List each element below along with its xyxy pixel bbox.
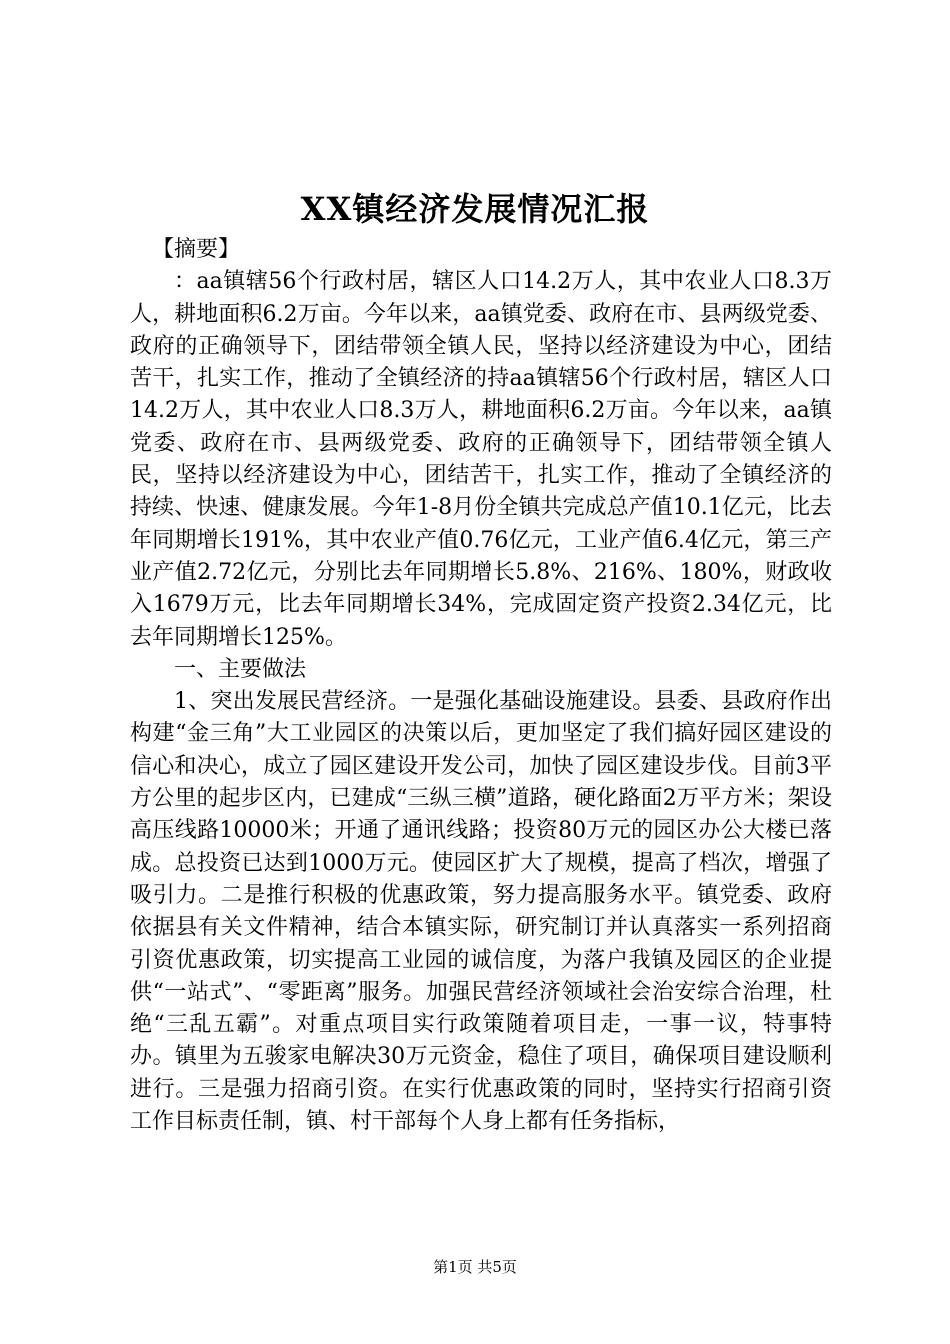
page-number-footer: 第1页 共5页 <box>433 1258 517 1276</box>
document-title: XX镇经济发展情况汇报 <box>300 190 650 228</box>
abstract-paragraph: ：aa镇辖56个行政村居，辖区人口14.2万人，其中农业人口8.3万人，耕地面积6.2万亩。今年以来，aa镇党委、政府在市、县两级党委、政府的正确领导下，团结带领全镇人民，坚持以经济建设为中心，团结苦干，扎实工作，推动了全镇经济的持aa镇辖56个行政村居，辖区人口14.2万人，其中农业人口8.3万人，耕地面积6.2万亩。今年以来，aa镇党委、政府在市、县两级党委、政府的正确领导下，团结带领全镇人民，坚持以经济建设为中心，团结苦干，扎实工作，推动了全镇经济的持续、快速、健康发展。今年1-8月份全镇共完成总产值10.1亿元，比去年同期增长191%，其中农业产值0.76亿元，工业产值6.4亿元，第三产业产值2.72亿元，分别比去年同期增长5.8%、216%、180%，财政收入1679万元，比去年同期增长34%，完成固定资产投资2.34亿元，比去年同期增长125%。 <box>130 269 832 650</box>
section-heading: 一、主要做法 <box>174 656 307 682</box>
abstract-heading: 【摘要】 <box>152 237 241 262</box>
body-paragraph: 1、突出发展民营经济。一是强化基础设施建设。县委、县政府作出构建“金三角”大工业园区的决策以后，更加坚定了我们搞好园区建设的信心和决心，成立了园区建设开发公司，加快了园区建设步伐。目前3平方公里的起步区内，已建成“三纵三横”道路，硬化路面2万平方米；架设高压线路10000米；开通了通讯线路；投资80万元的园区办公大楼已落成。总投资已达到1000万元。使园区扩大了规模，提高了档次，增强了吸引力。二是推行积极的优惠政策，努力提高服务水平。镇党委、政府依据县有关文件精神，结合本镇实际，研究制订并认真落实一系列招商引资优惠政策，切实提高工业园的诚信度，为落户我镇及园区的企业提供“一站式”、“零距离”服务。加强民营经济领域社会治安综合治理，杜绝“三乱五霸”。对重点项目实行政策随着项目走，一事一议，特事特办。镇里为五骏家电解决30万元资金，稳住了项目，确保项目建设顺利进行。三是强力招商引资。在实行优惠政策的同时，坚持实行招商引资工作目标责任制，镇、村干部每个人身上都有任务指标， <box>130 689 832 1135</box>
document-body <box>130 234 832 1138</box>
